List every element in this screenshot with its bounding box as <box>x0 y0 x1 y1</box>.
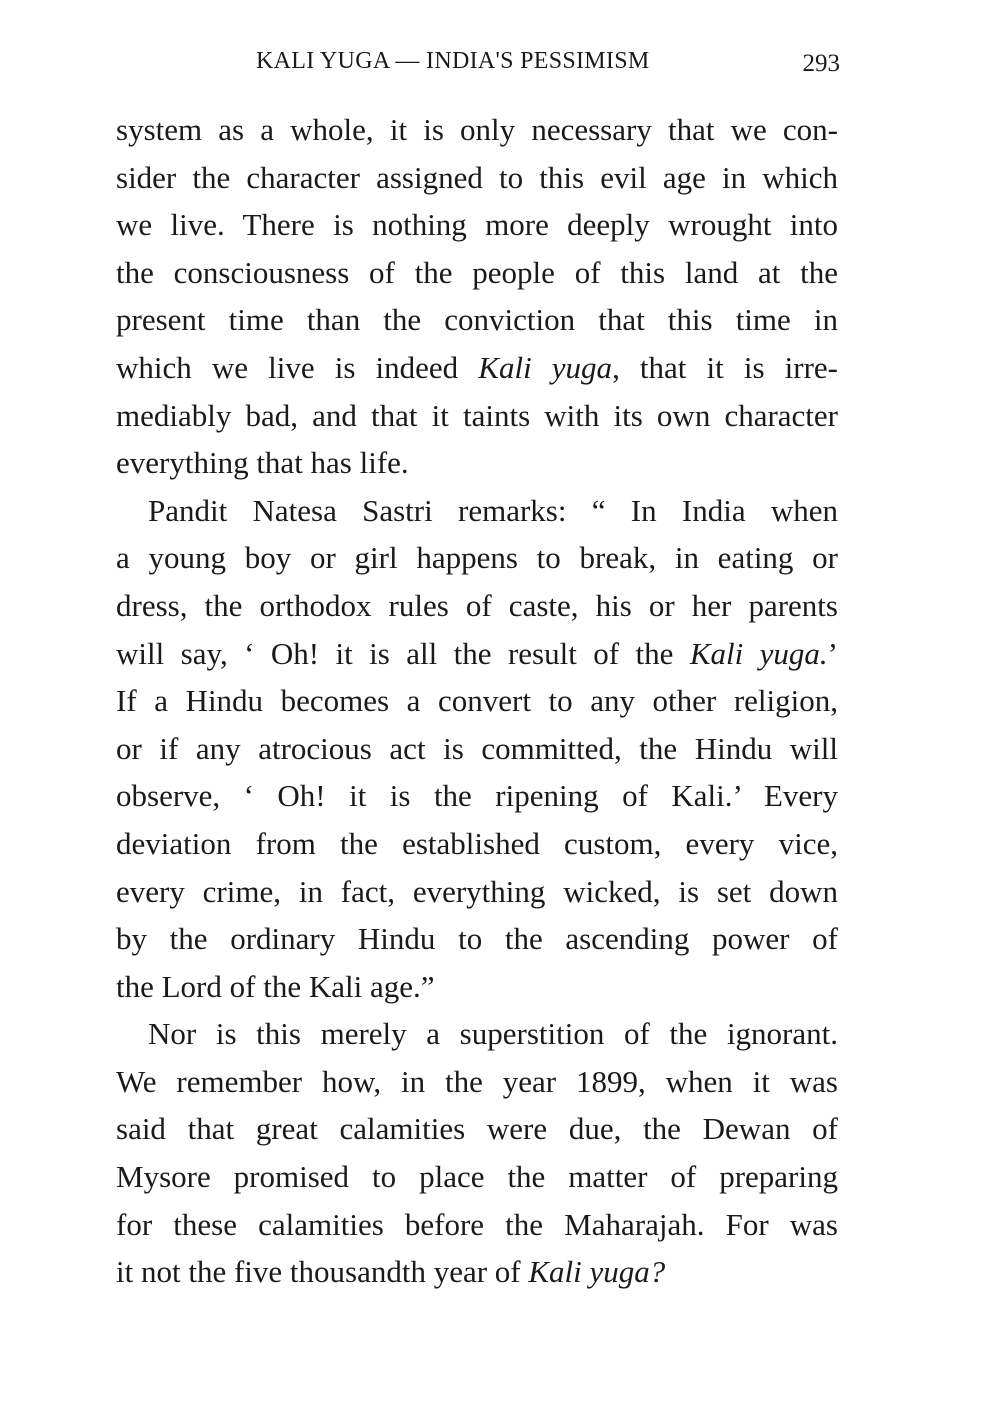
text-run: will say, ‘ Oh! it is all the result of the <box>116 635 690 671</box>
text-run: a young boy or girl happens to break, in eating or <box>116 540 838 576</box>
text-line <box>116 534 838 582</box>
text-line <box>116 344 838 392</box>
text-line <box>116 249 838 297</box>
text-line <box>116 963 838 1011</box>
text-run: system as a whole, it is only necessary that we con- <box>116 112 838 147</box>
text-run: which we live is indeed <box>116 349 479 385</box>
paragraph-2 <box>116 487 838 1011</box>
text-run: by the ordinary Hindu to the ascending power of <box>116 921 838 957</box>
text-run: dress, the orthodox rules of caste, his or her parents <box>116 587 838 623</box>
text-line <box>116 1248 838 1296</box>
text-run: for these calamities before the Maharajah. For was <box>116 1206 838 1242</box>
text-line <box>116 106 838 154</box>
body-text <box>116 106 838 1296</box>
text-run: mediably bad, and that it taints with its own character <box>116 397 838 433</box>
text-line <box>116 772 838 820</box>
text-run: We remember how, in the year 1899, when it was <box>116 1063 838 1099</box>
text-line <box>116 630 838 678</box>
text-line <box>116 582 838 630</box>
text-line <box>116 1201 838 1249</box>
page-number: 293 <box>802 50 840 77</box>
text-run: present time than the conviction that this time in <box>116 302 838 338</box>
text-run: If a Hindu becomes a convert to any other religion, <box>116 683 838 719</box>
text-line <box>116 1153 838 1201</box>
italic-text: Kali yuga <box>478 349 613 385</box>
text-line <box>116 392 838 440</box>
italic-text: Kali yuga? <box>528 1254 666 1290</box>
text-run: observe, ‘ Oh! it is the ripening of Kali.’ Every <box>116 778 838 814</box>
text-run: sider the character assigned to this evil age in which <box>116 159 838 195</box>
text-run: Nor is this merely a superstition of the ignorant. <box>148 1016 838 1052</box>
page-header <box>118 48 840 84</box>
text-line <box>116 439 838 487</box>
text-run: the Lord of the Kali age.” <box>116 968 435 1004</box>
text-line <box>116 725 838 773</box>
text-line <box>116 296 838 344</box>
text-line <box>116 487 838 535</box>
text-run: or if any atrocious act is committed, the Hindu will <box>116 730 838 766</box>
italic-text: Kali yuga. <box>689 635 828 671</box>
text-line <box>116 1105 838 1153</box>
text-run: said that great calamities were due, the Dewan of <box>116 1111 838 1147</box>
text-run: every crime, in fact, everything wicked, is set down <box>116 873 838 909</box>
text-run: the consciousness of the people of this land at the <box>116 254 838 290</box>
text-run: Mysore promised to place the matter of preparing <box>116 1159 838 1195</box>
text-run: Pandit Natesa Sastri remarks: “ In India when <box>148 492 838 528</box>
text-line <box>116 1010 838 1058</box>
text-line <box>116 1058 838 1106</box>
text-line <box>116 677 838 725</box>
running-head: KALI YUGA — INDIA'S PESSIMISM <box>256 48 650 74</box>
text-line <box>116 915 838 963</box>
text-run: ’ <box>827 635 838 671</box>
text-line <box>116 154 838 202</box>
text-run: everything that has life. <box>116 445 409 481</box>
text-run: it not the five thousandth year of <box>116 1254 529 1290</box>
text-line <box>116 820 838 868</box>
paragraph-1 <box>116 106 838 487</box>
text-run: deviation from the established custom, every vice, <box>116 825 838 861</box>
text-line <box>116 201 838 249</box>
text-run: , that it is irre- <box>612 349 838 385</box>
text-run: we live. There is nothing more deeply wrought into <box>116 207 838 243</box>
paragraph-3 <box>116 1010 838 1296</box>
text-line <box>116 868 838 916</box>
